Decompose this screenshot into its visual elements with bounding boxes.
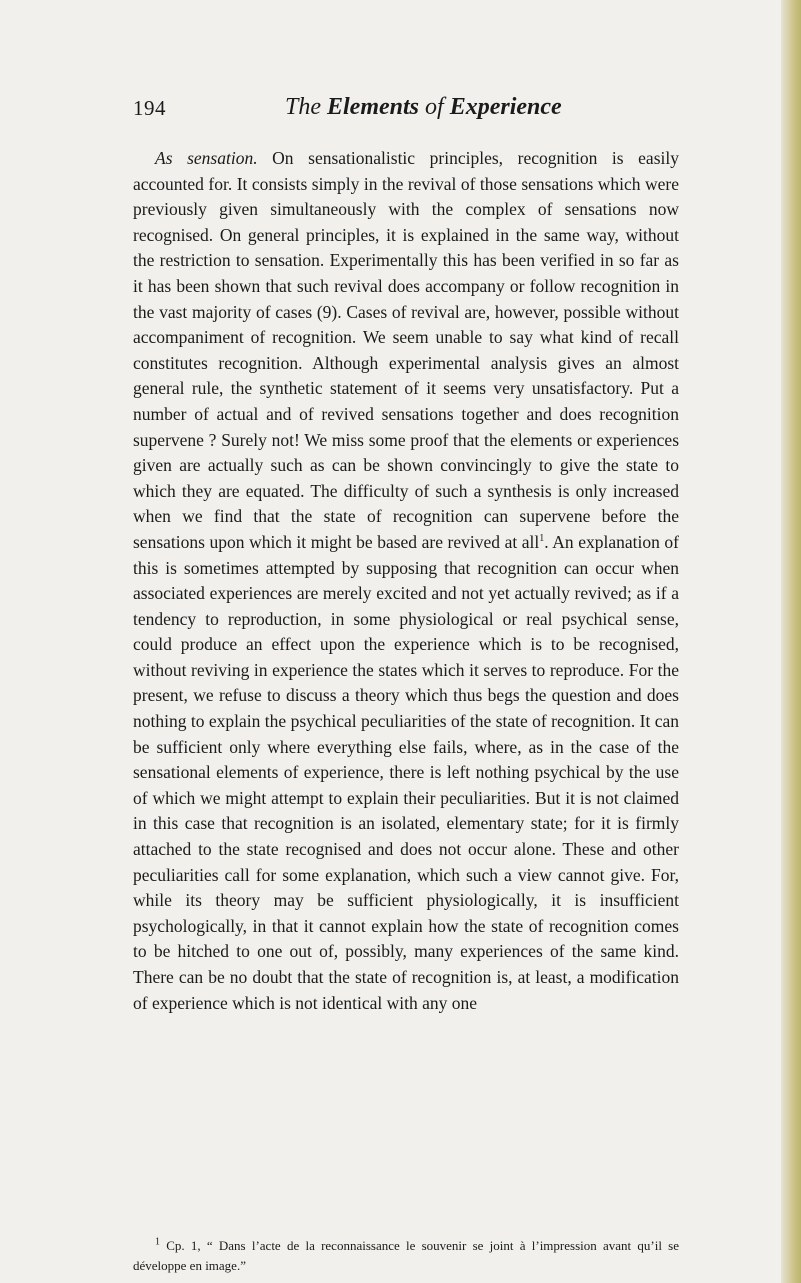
title-emphasis-experience: Experience bbox=[449, 94, 562, 120]
footnote-paragraph bbox=[133, 1236, 679, 1276]
paragraph-text-part-1: On sensationalistic principles, recognition is easily accounted for. It consists simply in the revival of those sensations which were previously given simultaneously with the complex of sensations now recognised. On general principles, it is explained in the same way, without the restriction to sensation. Experimentally this has been verified in so far as it has been shown that such revival does accompany or follow recognition in the vast majority of cases (9). Cases of revival are, however, possible without accompaniment of recognition. We seem unable to say what kind of recall constitutes recognition. Although experimental analysis gives an almost general rule, the synthetic statement of it seems very unsatisfactory. Put a number of actual and of revived sensations together and does recognition supervene ? Surely not! We miss some proof that the elements or experiences given are actually such as can be shown convincingly to give the state to which they are equated. The difficulty of such a synthesis is only increased when we find that the state of recognition can supervene before the sensations upon which it might be based are revived at all bbox=[133, 148, 679, 552]
title-prefix: The bbox=[285, 94, 327, 120]
page-number: 194 bbox=[133, 96, 166, 120]
footnote-text: Cp. 1, “ Dans l’acte de la reconnaissance le souvenir se joint à l’impression avant qu’il se développe en image.” bbox=[133, 1238, 679, 1273]
footnote bbox=[133, 1236, 679, 1276]
running-title bbox=[285, 94, 562, 121]
body-text bbox=[133, 146, 679, 1016]
paragraph-text-part-2: . An explanation of this is sometimes attempted by supposing that recognition can occur when associated experiences are merely excited and not yet actually revived; as if a tendency to reproduction, in some physiological or real psychical sense, could produce an effect upon the experience which is to be recognised, without reviving in experience the states which it serves to reproduce. For the present, we refuse to discuss a theory which thus begs the question and does nothing to explain the psychical peculiarities of the state of recognition. It can be sufficient only where everything else fails, where, as in the case of the sensational elements of experience, there is left nothing psychical by the use of which we might attempt to explain their peculiarities. But it is not claimed in this case that recognition is an isolated, elementary state; for it is firmly attached to the state recognised and does not occur alone. These and other peculiarities call for some explanation, which such a view cannot give. For, while its theory may be sufficient physiologically, it is insufficient psychologically, in that it cannot explain how the state of recognition comes to be hitched to one out of, possibly, many experiences of the same kind. There can be no doubt that the state of recognition is, at least, a modification of experience which is not identical with any one bbox=[133, 531, 680, 1013]
section-lead: As sensation. bbox=[155, 148, 258, 168]
running-header bbox=[133, 96, 679, 128]
title-emphasis-elements: Elements bbox=[327, 94, 420, 120]
footnote-reference[interactable]: 1 bbox=[539, 533, 545, 545]
page-edge bbox=[781, 0, 801, 1283]
footnote-marker: 1 bbox=[155, 1236, 160, 1248]
title-middle: of bbox=[419, 94, 450, 120]
paragraph bbox=[133, 146, 679, 1016]
